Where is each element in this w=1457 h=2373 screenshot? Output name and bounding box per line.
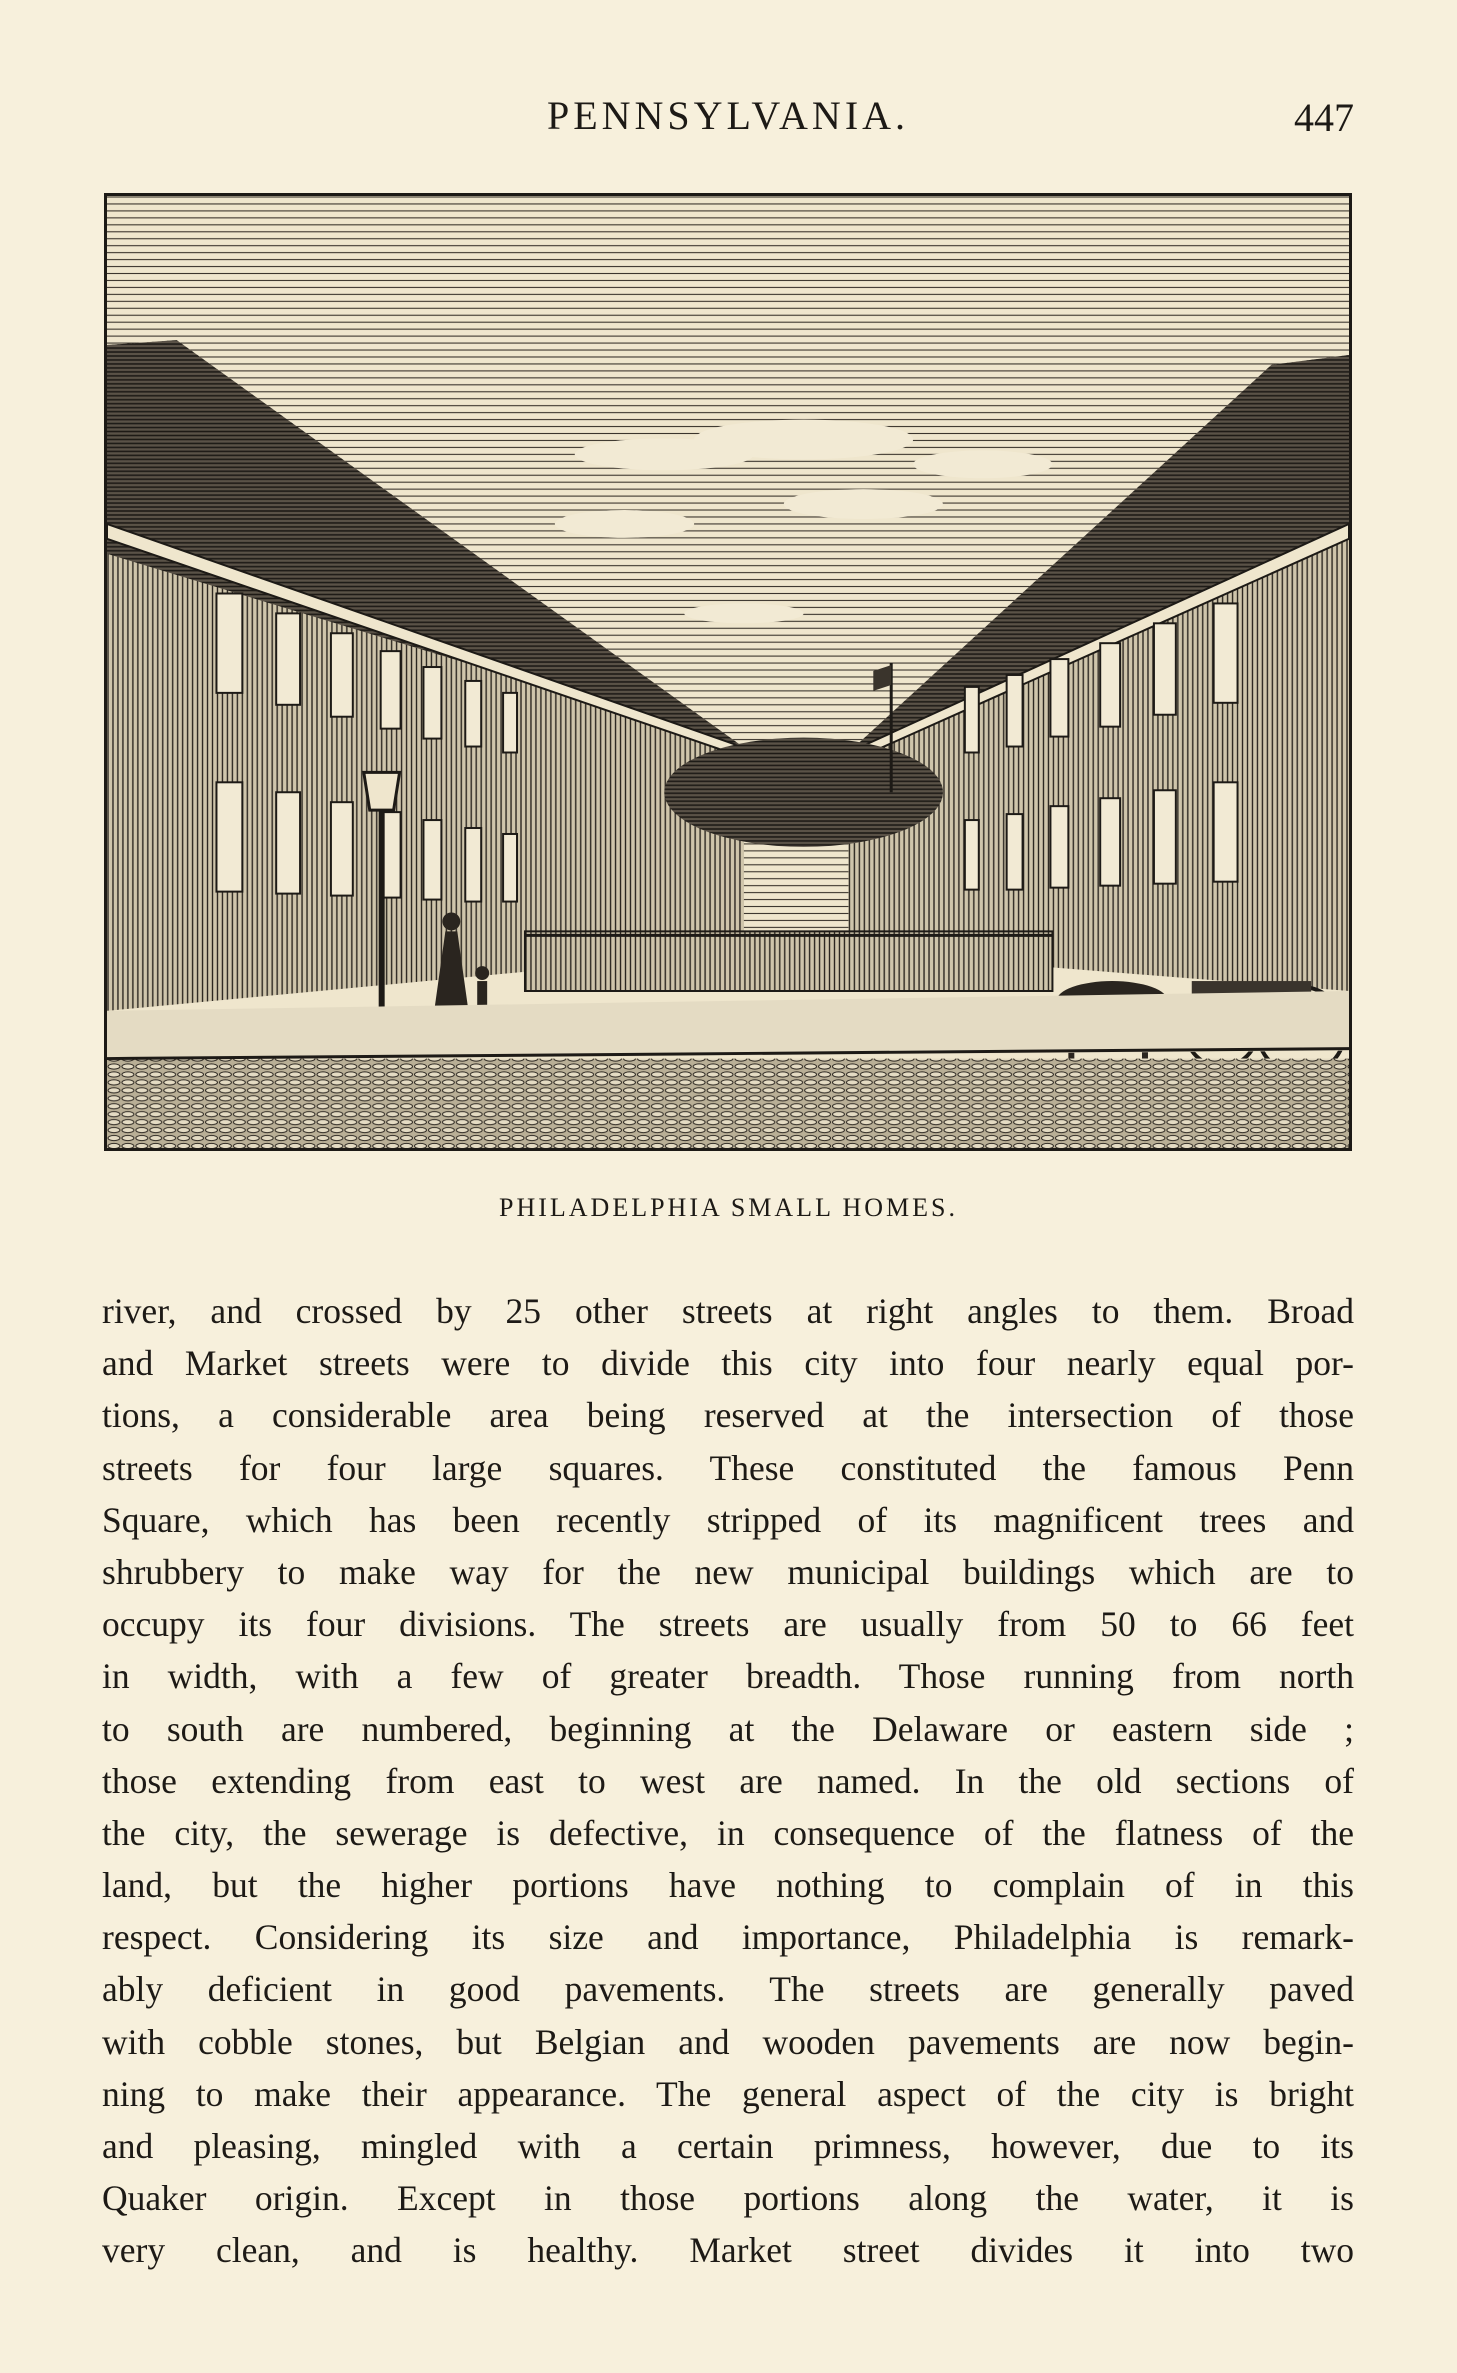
text-line: Quaker origin. Except in those portions along the water, it is	[102, 2178, 1354, 2219]
text-line: very clean, and is healthy. Market street divides it into two	[102, 2230, 1354, 2271]
text-line: occupy its four divisions. The streets are usually from 50 to 66 feet	[102, 1604, 1354, 1645]
illustration-caption: PHILADELPHIA SMALL HOMES.	[499, 1193, 958, 1222]
text-line: tions, a considerable area being reserved at the intersection of those	[102, 1395, 1354, 1436]
text-line: shrubbery to make way for the new municipal buildings which are to	[102, 1551, 1354, 1592]
text-line: in width, with a few of greater breadth. Those running from north	[102, 1656, 1354, 1697]
body-text	[102, 1285, 1354, 2277]
text-line: those extending from east to west are named. In the old sections of	[102, 1760, 1354, 1801]
text-line: Square, which has been recently stripped of its magnificent trees and	[102, 1499, 1354, 1540]
running-title: PENNSYLVANIA.	[546, 93, 910, 138]
text-line: land, but the higher portions have nothing to complain of in this	[102, 1865, 1354, 1906]
text-line: river, and crossed by 25 other streets at right angles to them. Broad	[102, 1291, 1354, 1331]
text-line: and pleasing, mingled with a certain primness, however, due to its	[102, 2126, 1354, 2166]
street-engraving	[104, 193, 1352, 1151]
text-line: respect. Considering its size and importance, Philadelphia is remark-	[102, 1917, 1354, 1958]
text-line: with cobble stones, but Belgian and wooden pavements are now begin-	[102, 2021, 1354, 2062]
text-line: streets for four large squares. These constituted the famous Penn	[102, 1447, 1354, 1488]
text-line: and Market streets were to divide this city into four nearly equal por-	[102, 1343, 1354, 1384]
running-head	[102, 92, 1354, 152]
text-line: ably deficient in good pavements. The streets are generally paved	[102, 1969, 1354, 2010]
text-line: to south are numbered, beginning at the Delaware or eastern side ;	[102, 1708, 1354, 1749]
page-number: 447	[1294, 95, 1354, 140]
text-line: ning to make their appearance. The general aspect of the city is bright	[102, 2073, 1354, 2114]
text-line: the city, the sewerage is defective, in consequence of the flatness of the	[102, 1812, 1354, 1853]
